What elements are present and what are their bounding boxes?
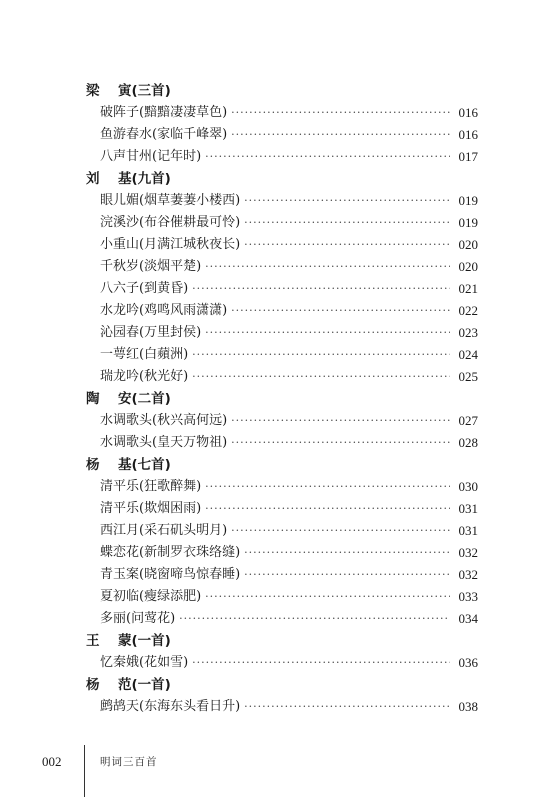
- entry-title: 蝶恋花(新制罗衣珠络缝): [100, 545, 241, 560]
- dot-leader: [244, 234, 450, 256]
- dot-leader: [205, 498, 450, 520]
- dot-leader: [244, 190, 450, 212]
- dot-leader: [231, 124, 450, 146]
- entry-page-number: 031: [458, 523, 478, 538]
- toc-entry[interactable]: [86, 410, 478, 432]
- author-heading: [86, 674, 478, 696]
- dot-leader: [205, 322, 450, 344]
- author-given-name: 蒙: [118, 633, 132, 649]
- entry-title: 多丽(问莺花): [100, 611, 176, 626]
- entry-title: 破阵子(黯黯凄凄草色): [100, 105, 228, 120]
- dot-leader: [231, 432, 450, 454]
- entry-title: 小重山(月满江城秋夜长): [100, 237, 241, 252]
- toc-entry[interactable]: [86, 190, 478, 212]
- toc-entry[interactable]: [86, 608, 478, 630]
- entry-page-number: 027: [458, 413, 478, 428]
- entry-page-number: 020: [458, 237, 478, 252]
- table-of-contents: [86, 80, 478, 718]
- author-surname: 杨: [86, 677, 100, 693]
- entry-title: 水调歌头(皇天万物祖): [100, 435, 228, 450]
- dot-leader: [231, 102, 450, 124]
- entry-page-number: 022: [458, 303, 478, 318]
- poem-count: (二首): [131, 391, 171, 407]
- toc-entry[interactable]: [86, 256, 478, 278]
- page-number: 002: [42, 754, 62, 769]
- author-given-name: 范: [118, 677, 132, 693]
- author-given-name: 寅: [118, 83, 132, 99]
- toc-entry[interactable]: [86, 498, 478, 520]
- entry-title: 八声甘州(记年时): [100, 149, 202, 164]
- entry-title: 鹧鸪天(东海东头看日升): [100, 699, 241, 714]
- toc-entry[interactable]: [86, 564, 478, 586]
- author-given-name: 基: [118, 171, 132, 187]
- author-surname: 陶: [86, 391, 100, 407]
- toc-entry[interactable]: [86, 476, 478, 498]
- toc-entry[interactable]: [86, 212, 478, 234]
- dot-leader: [244, 696, 450, 718]
- entry-title: 清平乐(欺烟困雨): [100, 501, 202, 516]
- dot-leader: [231, 300, 450, 322]
- toc-entry[interactable]: [86, 652, 478, 674]
- dot-leader: [192, 366, 450, 388]
- author-surname: 梁: [86, 83, 100, 99]
- entry-page-number: 024: [458, 347, 478, 362]
- poem-count: (三首): [131, 83, 171, 99]
- poem-count: (一首): [131, 633, 171, 649]
- entry-title: 瑞龙吟(秋光好): [100, 369, 189, 384]
- entry-title: 清平乐(狂歌醉舞): [100, 479, 202, 494]
- author-heading: [86, 388, 478, 410]
- toc-entry[interactable]: [86, 300, 478, 322]
- entry-title: 千秋岁(淡烟平楚): [100, 259, 202, 274]
- entry-title: 眼儿媚(烟草萋萋小楼西): [100, 193, 241, 208]
- entry-page-number: 019: [458, 193, 478, 208]
- entry-page-number: 034: [458, 611, 478, 626]
- dot-leader: [244, 212, 450, 234]
- toc-entry[interactable]: [86, 542, 478, 564]
- running-title: 明词三百首: [100, 756, 158, 768]
- entry-page-number: 017: [458, 149, 478, 164]
- toc-entry[interactable]: [86, 432, 478, 454]
- entry-page-number: 021: [458, 281, 478, 296]
- dot-leader: [231, 520, 450, 542]
- dot-leader: [205, 256, 450, 278]
- toc-entry[interactable]: [86, 234, 478, 256]
- toc-entry[interactable]: [86, 278, 478, 300]
- entry-title: 沁园春(万里封侯): [100, 325, 202, 340]
- entry-title: 忆秦娥(花如雪): [100, 655, 189, 670]
- dot-leader: [192, 278, 450, 300]
- dot-leader: [205, 476, 450, 498]
- dot-leader: [231, 410, 450, 432]
- dot-leader: [192, 344, 450, 366]
- entry-page-number: 016: [458, 105, 478, 120]
- toc-entry[interactable]: [86, 322, 478, 344]
- dot-leader: [244, 564, 450, 586]
- dot-leader: [244, 542, 450, 564]
- entry-page-number: 031: [458, 501, 478, 516]
- entry-page-number: 030: [458, 479, 478, 494]
- entry-page-number: 028: [458, 435, 478, 450]
- entry-page-number: 038: [458, 699, 478, 714]
- toc-entry[interactable]: [86, 344, 478, 366]
- entry-page-number: 036: [458, 655, 478, 670]
- entry-title: 浣溪沙(布谷催耕最可怜): [100, 215, 241, 230]
- dot-leader: [179, 608, 450, 630]
- author-surname: 刘: [86, 171, 100, 187]
- author-heading: [86, 168, 478, 190]
- toc-entry[interactable]: [86, 696, 478, 718]
- toc-entry[interactable]: [86, 366, 478, 388]
- entry-title: 一萼红(白蘋洲): [100, 347, 189, 362]
- entry-page-number: 016: [458, 127, 478, 142]
- entry-title: 西江月(采石矶头明月): [100, 523, 228, 538]
- dot-leader: [192, 652, 450, 674]
- author-heading: [86, 454, 478, 476]
- poem-count: (一首): [131, 677, 171, 693]
- entry-page-number: 033: [458, 589, 478, 604]
- entry-page-number: 032: [458, 545, 478, 560]
- toc-entry[interactable]: [86, 102, 478, 124]
- entry-page-number: 023: [458, 325, 478, 340]
- entry-page-number: 020: [458, 259, 478, 274]
- entry-title: 水调歌头(秋兴高何远): [100, 413, 228, 428]
- entry-page-number: 025: [458, 369, 478, 384]
- entry-title: 水龙吟(鸡鸣风雨潇潇): [100, 303, 228, 318]
- toc-entry[interactable]: [86, 520, 478, 542]
- entry-page-number: 019: [458, 215, 478, 230]
- toc-entry[interactable]: [86, 124, 478, 146]
- poem-count: (七首): [131, 457, 171, 473]
- author-surname: 王: [86, 633, 100, 649]
- toc-entry[interactable]: [86, 146, 478, 168]
- author-given-name: 基: [118, 457, 132, 473]
- author-heading: [86, 80, 478, 102]
- footer-divider: [84, 745, 85, 797]
- dot-leader: [205, 586, 450, 608]
- dot-leader: [205, 146, 450, 168]
- poem-count: (九首): [131, 171, 171, 187]
- entry-page-number: 032: [458, 567, 478, 582]
- entry-title: 八六子(到黄昏): [100, 281, 189, 296]
- entry-title: 鱼游春水(家临千峰翠): [100, 127, 228, 142]
- toc-entry[interactable]: [86, 586, 478, 608]
- entry-title: 青玉案(晓窗啼鸟惊春睡): [100, 567, 241, 582]
- author-heading: [86, 630, 478, 652]
- entry-title: 夏初临(瘦绿添肥): [100, 589, 202, 604]
- author-surname: 杨: [86, 457, 100, 473]
- author-given-name: 安: [118, 391, 132, 407]
